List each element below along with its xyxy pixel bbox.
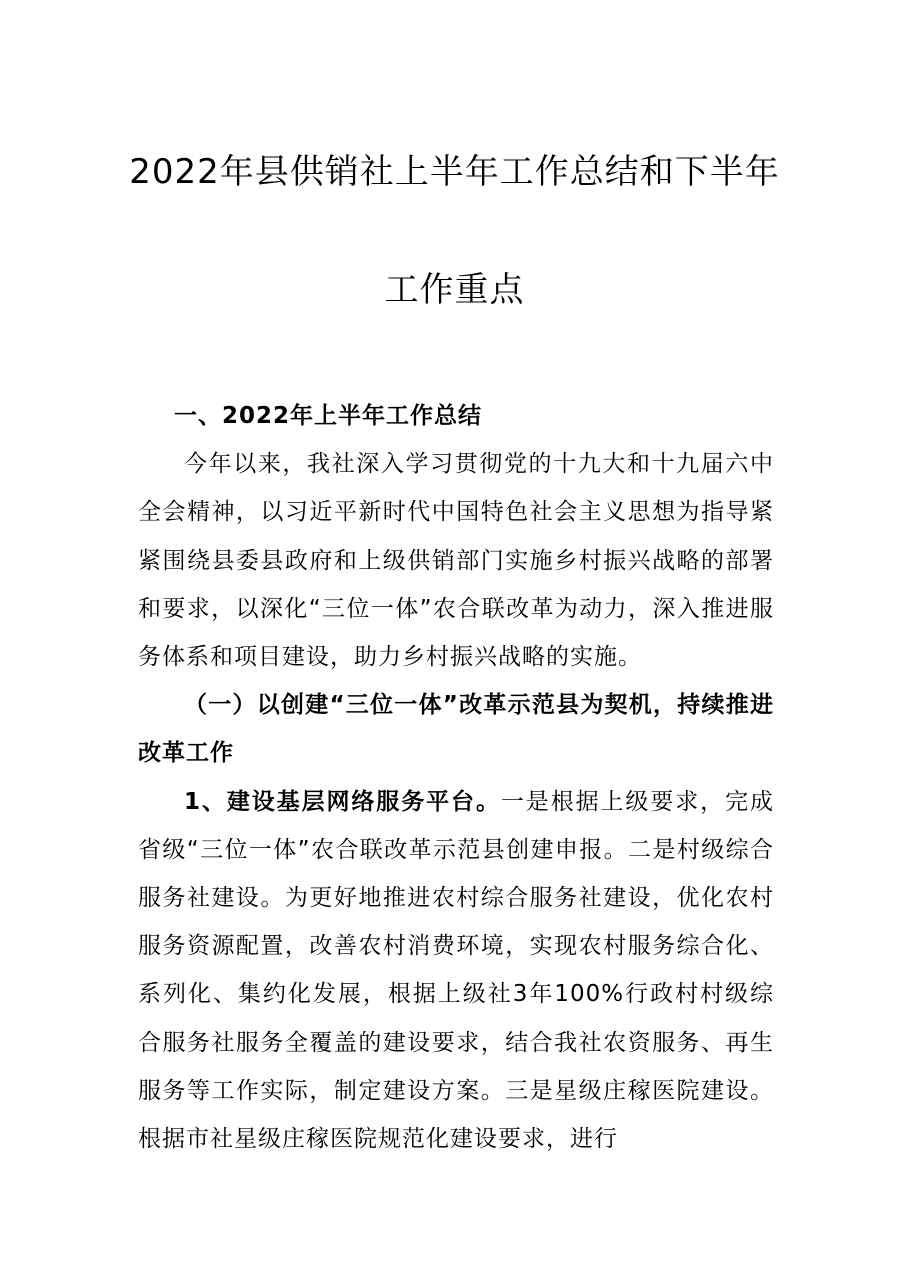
- paragraph: 今年以来，我社深入学习贯彻党的十九大和十九届六中全会精神，以习近平新时代中国特色社会主义思想为指导紧紧围绕县委县政府和上级供销部门实施乡村振兴战略的部署和要求，以深化“三位一体”农合联改革为动力，深入推进服务体系和项目建设，助力乡村振兴战略的实施。: [138, 451, 774, 671]
- document-title-line-2: 工作重点: [384, 270, 525, 310]
- document-title-line-1: 2022年县供销社上半年工作总结和下半年: [129, 152, 780, 192]
- item-text: 一是根据上级要求，完成省级“三位一体”农合联改革示范县创建申报。二是村级综合服务社建设。为更好地推进农村综合服务社建设，优化农村服务资源配置，改善农村消费环境，实现农村服务综合化、系列化、集约化发展，根据上级社3年100%行政村村级综合服务社服务全覆盖的建设要求，结合我社农资服务、再生服务等工作实际，制定建设方案。三是星级庄稼医院建设。根据市社星级庄稼医院规范化建设要求，进行: [138, 788, 774, 1153]
- section-heading: 一、2022年上半年工作总结: [174, 403, 483, 429]
- paragraph: [138, 778, 774, 1164]
- item-lead: 1、建设基层网络服务平台。: [184, 788, 501, 815]
- subsection-heading: （一）以创建“三位一体”改革示范县为契机，持续推进改革工作: [138, 692, 774, 767]
- document-body: [138, 392, 774, 1163]
